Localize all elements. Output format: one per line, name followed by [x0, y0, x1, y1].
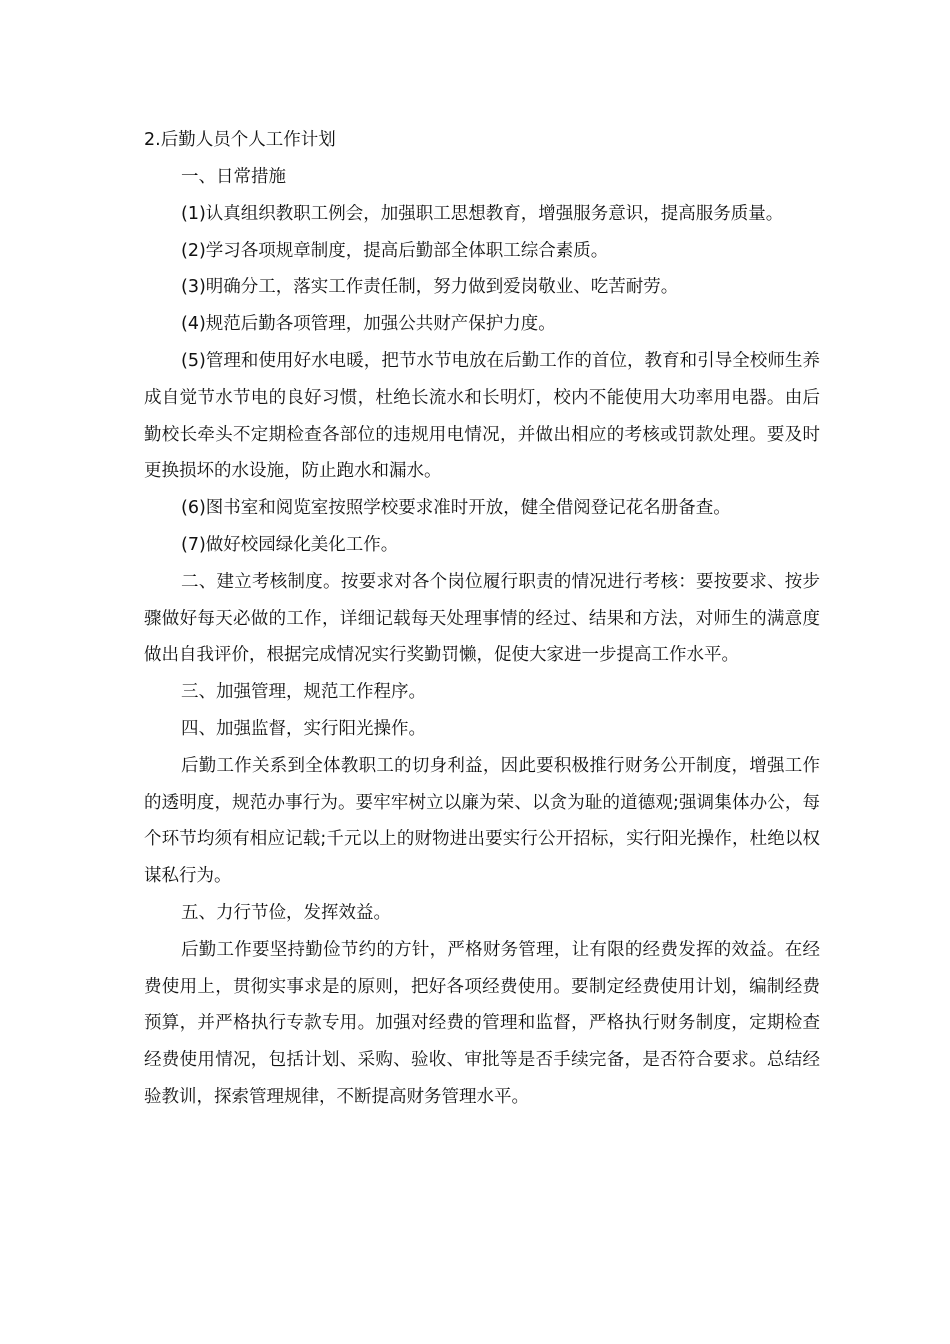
list-item: (1)认真组织教职工例会，加强职工思想教育，增强服务意识，提高服务质量。 [181, 203, 784, 224]
list-item: (2)学习各项规章制度，提高后勤部全体职工综合素质。 [181, 240, 609, 261]
section-heading-daily-measures: 一、日常措施 [181, 167, 286, 187]
list-item: (5)管理和使用好水电暖，把节水节电放在后勤工作的首位，教育和引导全校师生养成自觉节水节电的良好习惯，杜绝长流水和长明灯，校内不能使用大功率用电器。由后勤校长牵头不定期检查各部位的违规用电情况，并做出相应的考核或罚款处理。要及时更换损坏的水设施，防止跑水和漏水。 [144, 350, 820, 482]
section-assessment-system: 二、建立考核制度。按要求对各个岗位履行职责的情况进行考核：要按要求、按步骤做好每天必做的工作，详细记载每天处理事情的经过、结果和方法，对师生的满意度做出自我评价，根据完成情况实行奖勤罚懒，促使大家进一步提高工作水平。 [144, 571, 820, 666]
section-heading-frugality: 五、力行节俭，发挥效益。 [181, 902, 391, 923]
body-paragraph: 后勤工作关系到全体教职工的切身利益，因此要积极推行财务公开制度，增强工作的透明度，规范办事行为。要牢牢树立以廉为荣、以贪为耻的道德观;强调集体办公，每个环节均须有相应记载;千元以上的财物进出要实行公开招标，实行阳光操作，杜绝以权谋私行为。 [144, 755, 820, 887]
list-item: (4)规范后勤各项管理，加强公共财产保护力度。 [181, 314, 556, 335]
list-item: (7)做好校园绿化美化工作。 [181, 534, 399, 555]
list-item: (3)明确分工，落实工作责任制，努力做到爱岗敬业、吃苦耐劳。 [181, 277, 679, 298]
section-heading-supervision: 四、加强监督，实行阳光操作。 [181, 718, 426, 739]
document-title: 2.后勤人员个人工作计划 [144, 130, 336, 150]
section-heading-management: 三、加强管理，规范工作程序。 [181, 682, 426, 703]
body-paragraph: 后勤工作要坚持勤俭节约的方针，严格财务管理，让有限的经费发挥的效益。在经费使用上，贯彻实事求是的原则，把好各项经费使用。要制定经费使用计划，编制经费预算，并严格执行专款专用。加强对经费的管理和监督，严格执行财务制度，定期检查经费使用情况，包括计划、采购、验收、审批等是否手续完备，是否符合要求。总结经验教训，探索管理规律，不断提高财务管理水平。 [144, 939, 820, 1107]
list-item: (6)图书室和阅览室按照学校要求准时开放，健全借阅登记花名册备查。 [181, 498, 731, 519]
document-page [144, 122, 820, 1116]
